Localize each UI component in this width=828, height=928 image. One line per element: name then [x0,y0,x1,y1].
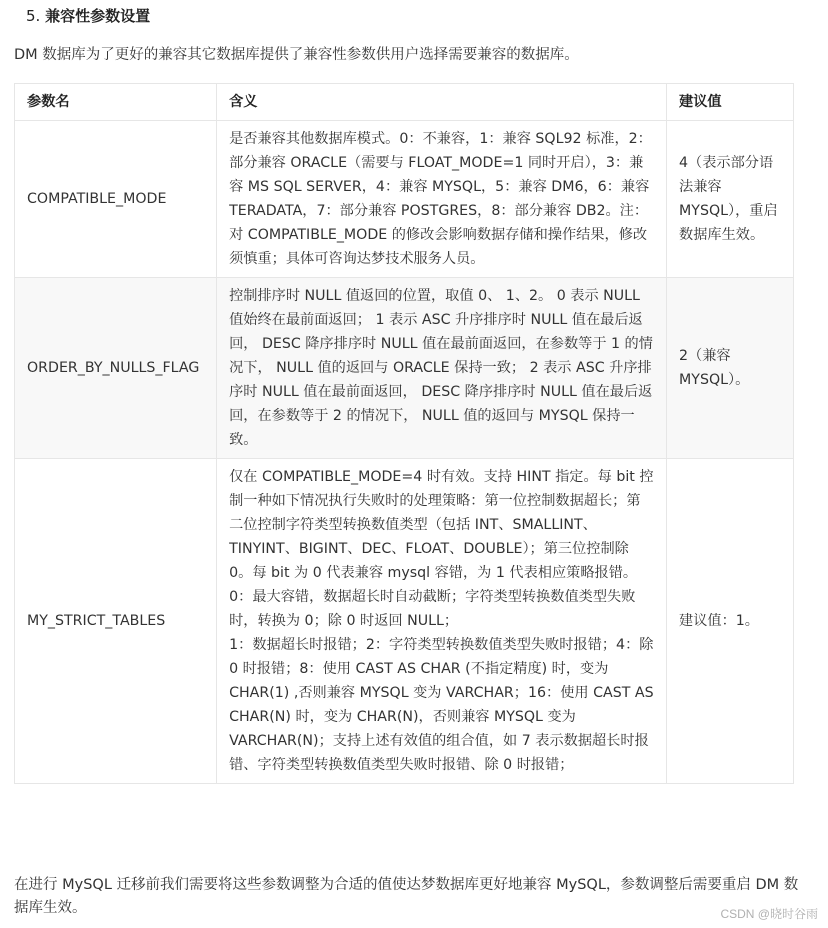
header-meaning: 含义 [217,84,667,121]
section-title: 兼容性参数设置 [45,7,151,25]
intro-paragraph: DM 数据库为了更好的兼容其它数据库提供了兼容性参数供用户选择需要兼容的数据库。 [14,47,579,63]
section-number: 5. [26,7,41,25]
param-suggest-cell: 建议值：1。 [667,459,794,784]
param-name-cell: MY_STRICT_TABLES [15,459,217,784]
table-row [15,278,794,459]
param-suggest-cell: 2（兼容 MYSQL）。 [667,278,794,459]
table-row [15,459,794,784]
csdn-watermark: CSDN @晓时谷雨 [720,907,818,921]
table-header-row [15,84,794,121]
param-meaning-cell: 控制排序时 NULL 值返回的位置，取值 0、 1、2。 0 表示 NULL 值始终在最前面返回； 1 表示 ASC 升序排序时 NULL 值在最后返回， DESC 降序排序时 NULL 值在最前面返回，在参数等于 1 的情况下， NULL 值的返回与 ORACLE 保持一致； 2 表示 ASC 升序排序时 NULL 值在最前面返回， DESC 降序排序时 NULL 值在最后返回，在参数等于 2 的情况下， NULL 值的返回与 MYSQL 保持一致。 [217,278,667,459]
param-name-cell: ORDER_BY_NULLS_FLAG [15,278,217,459]
table-row [15,121,794,278]
outro-paragraph: 在进行 MySQL 迁移前我们需要将这些参数调整为合适的值使达梦数据库更好地兼容 MySQL，参数调整后需要重启 DM 数据库生效。 [14,877,799,916]
param-suggest-cell: 4（表示部分语法兼容 MYSQL），重启数据库生效。 [667,121,794,278]
header-suggested-value: 建议值 [667,84,794,121]
parameter-table [14,83,794,784]
header-param-name: 参数名 [15,84,217,121]
param-meaning-cell: 是否兼容其他数据库模式。0：不兼容，1：兼容 SQL92 标准，2：部分兼容 ORACLE（需要与 FLOAT_MODE=1 同时开启），3：兼容 MS SQL SERVER，4：兼容 MYSQL，5：兼容 DM6，6：兼容 TERADATA，7：部分兼容 POSTGRES，8：部分兼容 DB2。注：对 COMPATIBLE_MODE 的修改会影响数据存储和操作结果，修改须慎重；具体可咨询达梦技术服务人员。 [217,121,667,278]
param-name-cell: COMPATIBLE_MODE [15,121,217,278]
param-meaning-cell: 仅在 COMPATIBLE_MODE=4 时有效。支持 HINT 指定。每 bit 控制一种如下情况执行失败时的处理策略：第一位控制数据超长；第二位控制字符类型转换数值类型（包括 INT、SMALLINT、TINYINT、BIGINT、DEC、FLOAT、DOUBLE）；第三位控制除 0。每 bit 为 0 代表兼容 mysql 容错，为 1 代表相应策略报错。0：最大容错，数据超长时自动截断；字符类型转换数值类型失败时，转换为 0；除 0 时返回 NULL； 1：数据超长时报错；2：字符类型转换数值类型失败时报错；4：除 0 时报错；8：使用 CAST AS CHAR (不指定精度) 时，变为 CHAR(1) ,否则兼容 MYSQL 变为 VARCHAR；16：使用 CAST AS CHAR(N) 时，变为 CHAR(N)，否则兼容 MYSQL 变为 VARCHAR(N)；支持上述有效值的组合值，如 7 表示数据超长时报错、字符类型转换数值类型失败时报错、除 0 时报错； [217,459,667,784]
section-heading [26,6,150,26]
